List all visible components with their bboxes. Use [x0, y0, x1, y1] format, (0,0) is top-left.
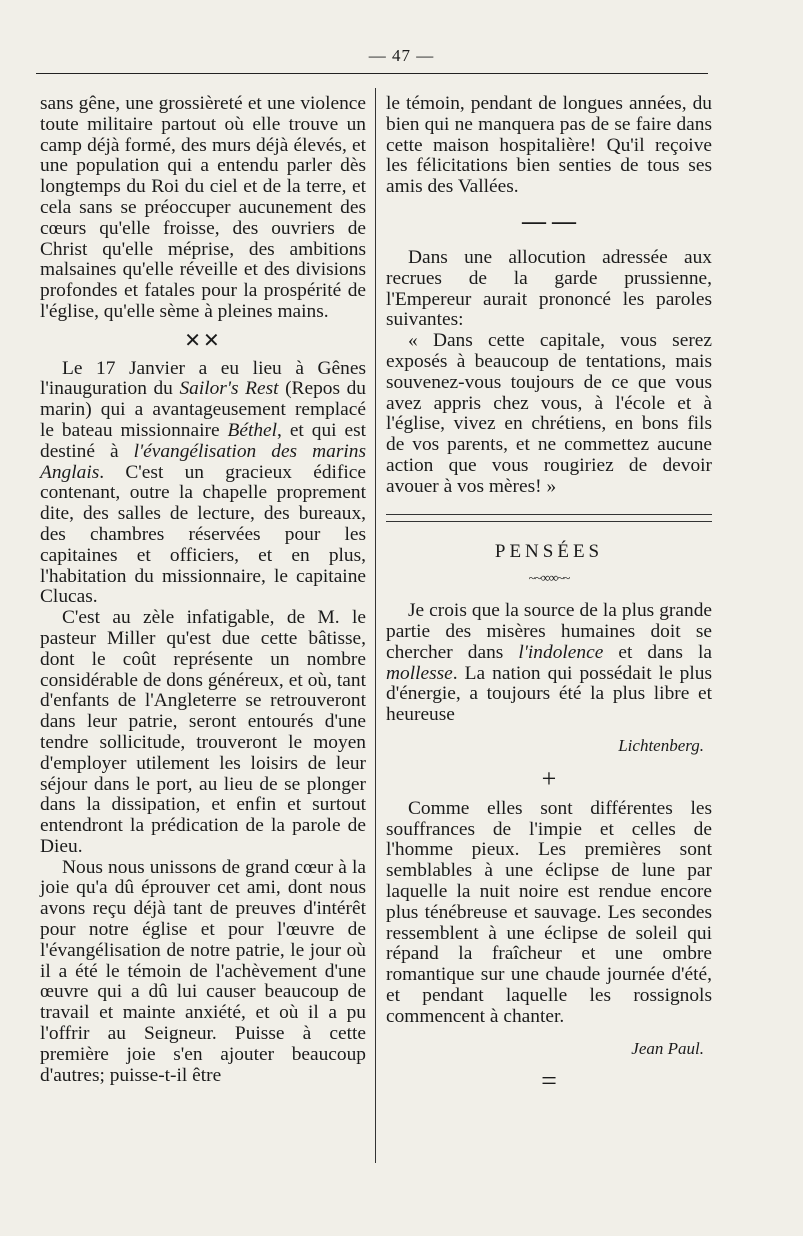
- evangelisation-italic: l'évangélisation des marins Anglais: [40, 440, 366, 483]
- right-paragraph-2: Dans une allocution adressée aux recrues de la garde prussienne, l'Empereur aurait prononcé les paroles suivantes:: [386, 246, 712, 331]
- double-rule-divider: [386, 514, 712, 522]
- left-paragraph-4: Nous nous unissons de grand cœur à la joie qu'a dû éprouver cet ami, dont nous avons reçu déjà tant de preuves d'intérêt pour notre église et pour l'œuvre de l'évangélisation de notre patrie, le jour où il a été le témoin de l'achèvement d'une œuvre qui a dû lui causer beaucoup de travail et mainte anxiété, et où il a pu l'offrir au Seigneur. Puisse à cette première joie s'en ajouter beaucoup d'autres; puisse-t-il être: [40, 856, 366, 1086]
- section-separator-xx: ✕✕: [184, 329, 222, 352]
- page-number: — 47 —: [368, 46, 435, 65]
- section-title-pensees: PENSÉES: [494, 540, 604, 562]
- pensee-2: Comme elles sont différentes les souffrances de l'impie et celles de l'homme pieux. Les premières sont semblables à une éclipse de lune par laquelle la nuit noire est rendue encore plus ténébreuse et sauvage. Les secondes ressemblent à une éclipse de soleil qui répand la fraîcheur et une ombre romantique sur une chaude journée d'été, et pendant laquelle les rossignols commencent à chanter.: [386, 797, 712, 1027]
- bethel-italic: Béthel: [227, 419, 278, 441]
- right-paragraph-1: le témoin, pendant de longues années, du bien qui ne manquera pas de se faire dans cette maison hospitalière! Qu'il reçoive les félicitations bien senties de tous ses amis des Vallées.: [386, 93, 712, 198]
- left-paragraph-2: Le 17 Janvier a eu lieu à Gênes l'inauguration du Sailor's Rest (Repos du marin) qui a avantageusement remplacé le bateau missionnaire Béthel, et qui est destiné à l'évangélisation des marins Anglais. C'est un gracieux édifice contenant, outre la chapelle proprement dite, des salles de lecture, des bureaux, des chambres réservées pour les capitaines et officiers, et en plus, l'habitation du missionnaire, le capitaine Clucas.: [40, 357, 366, 608]
- section-separator-plus: +: [541, 763, 557, 793]
- emperor-quote: « Dans cette capitale, vous serez exposés à beaucoup de tentations, mais souvenez-vous toujours de ce que vous avez appris chez vous, à l'école et à l'église, vivez en chrétiens, en bons fils de vos parents, et ne commettez aucune action que vous rougiriez de devoir avouer à vos mères! »: [386, 330, 712, 497]
- left-paragraph-1: sans gêne, une grossièreté et une violence toute militaire partout où elle trouve un camp déjà formé, des murs déjà élevés, et une population qui a entendu parler dès longtemps du Roi du ciel et de la terre, et cela sans se préoccuper aucunement des cœurs qu'elle froisse, des ouvriers de Christ qu'elle méprise, des ambitions malsaines qu'elle réveille et des divisions profondes et fatales pour la prospérité de l'église, qu'elle sème à pleines mains.: [40, 93, 366, 322]
- section-separator-equals: =: [541, 1066, 557, 1098]
- left-column: [40, 94, 366, 1086]
- column-divider: [375, 88, 376, 1163]
- sailors-rest-italic: Sailor's Rest: [179, 378, 279, 400]
- pensee-1: Je crois que la source de la plus grande partie des misères humaines doit se chercher dans l'indolence et dans la mollesse. La nation qui possédait le plus d'énergie, a toujours été la plus libre et heureuse: [386, 600, 712, 726]
- header-rule: [36, 73, 708, 74]
- ornament-flourish: ~~∞∞~~: [528, 570, 570, 586]
- indolence-italic: l'indolence: [518, 641, 604, 663]
- author-jean-paul: Jean Paul.: [631, 1039, 704, 1059]
- left-paragraph-3: C'est au zèle infatigable, de M. le pasteur Miller qu'est due cette bâtisse, dont le coût représente un nombre considérable de dons généreux, et où, tant d'enfants de l'Angleterre se retrouveront dans leur patrie, seront entourés d'une tendre sollicitude, trouveront le moyen d'employer utilement les loisirs de leur séjour dans le port, au lieu de se plonger dans la dissipation, et enfin et surtout entendront la prédication de la parole de Dieu.: [40, 607, 366, 857]
- author-lichtenberg: Lichtenberg.: [618, 735, 704, 755]
- right-column: [386, 93, 712, 1098]
- mollesse-italic: mollesse: [386, 662, 453, 684]
- section-separator-dash: — —: [522, 208, 576, 235]
